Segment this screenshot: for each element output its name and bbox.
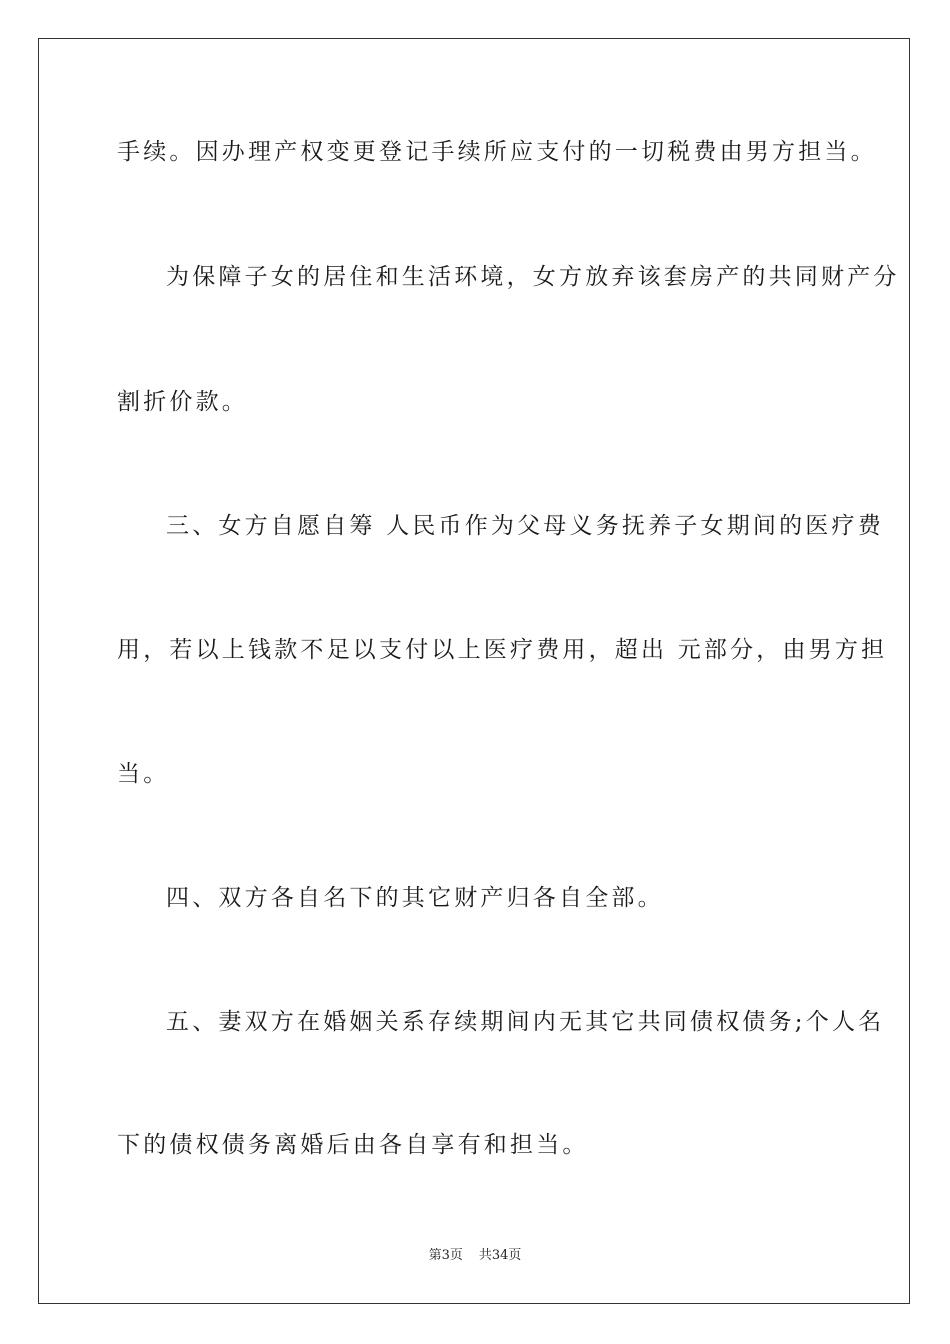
paragraph-line: 用，若以上钱款不足以支付以上医疗费用，超出 元部分，由男方担 [117, 637, 888, 663]
paragraph-line: 四、双方各自名下的其它财产归各自全部。 [166, 885, 664, 911]
page-number: 第3页 [428, 1248, 463, 1263]
paragraph-line: 手续。因办理产权变更登记手续所应支付的一切税费由男方担当。 [117, 139, 877, 165]
paragraph-line: 五、妻双方在婚姻关系存续期间内无其它共同债权债务;个人名 [166, 1009, 885, 1035]
paragraph-line: 为保障子女的居住和生活环境，女方放弃该套房产的共同财产分 [166, 264, 900, 290]
page-frame [38, 38, 910, 1304]
paragraph-line: 三、女方自愿自筹 人民币作为父母义务抚养子女期间的医疗费 [166, 513, 884, 539]
page-footer [0, 1244, 950, 1263]
paragraph-line: 割折价款。 [117, 389, 248, 415]
paragraph-line: 下的债权债务离婚后由各自享有和担当。 [117, 1132, 589, 1158]
page-total: 共34页 [478, 1248, 522, 1263]
paragraph-line: 当。 [117, 761, 170, 787]
